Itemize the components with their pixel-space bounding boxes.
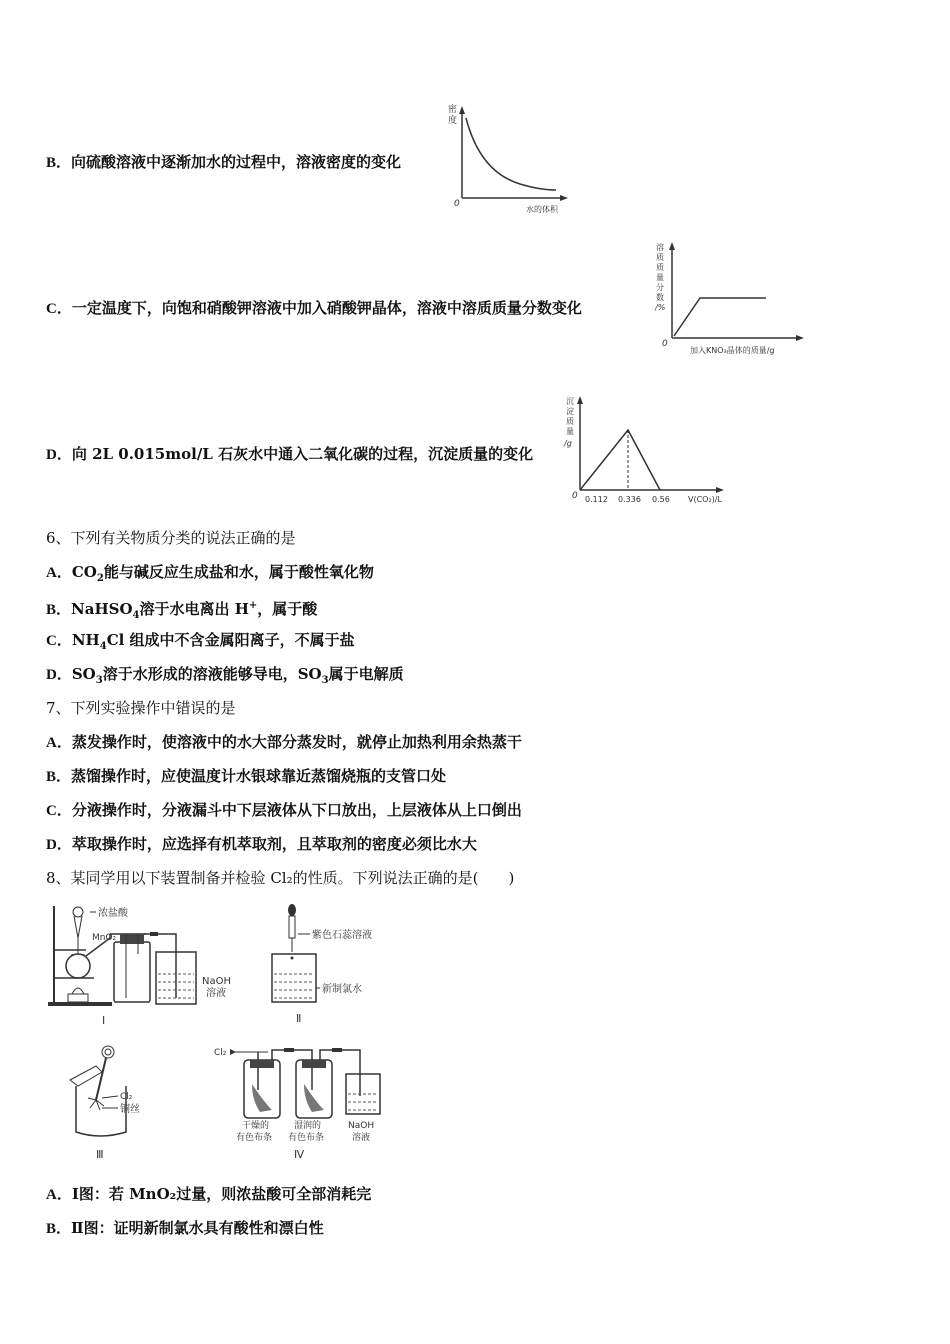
q5-option-d — [46, 444, 533, 465]
litmus-label: 紫色石蕊溶液 — [312, 930, 372, 941]
x-tick-label: 0.336 — [618, 495, 641, 504]
y-axis-label: 质 — [566, 417, 574, 426]
option-text: 属于电解质 — [328, 665, 404, 683]
option-letter: A． — [46, 1187, 72, 1203]
copper-wire-label: 铜丝 — [120, 1104, 140, 1115]
q6-option-c — [46, 630, 355, 657]
option-text: 能与碱反应生成盐和水，属于酸性氧化物 — [103, 563, 374, 581]
chlorine-water-label: 新制氯水 — [322, 984, 362, 995]
y-axis-label: /% — [655, 303, 666, 312]
formula-text: CO — [71, 563, 97, 581]
formula-text: SO — [71, 665, 96, 683]
figure-numeral: Ⅳ — [294, 1148, 305, 1161]
naoh-label: 溶液 — [352, 1133, 371, 1143]
option-text: ，属于酸 — [257, 600, 318, 618]
apparatus-figure-2 — [262, 898, 402, 1028]
option-letter: D． — [46, 447, 72, 463]
cl2-inlet-label: Cl₂ — [214, 1048, 227, 1058]
solute-fraction-chart — [648, 238, 808, 358]
option-text: 向硫酸溶液中逐渐加水的过程中，溶液密度的变化 — [71, 153, 402, 171]
hcl-label: 浓盐酸 — [98, 908, 128, 919]
option-letter: C． — [46, 633, 72, 649]
y-axis-label: 质 — [656, 263, 664, 272]
formula-text: NaHSO — [71, 600, 133, 618]
formula-subscript: 3 — [321, 675, 329, 686]
option-text: 溶于水电离出 H — [139, 600, 249, 618]
formula-subscript: 4 — [99, 641, 107, 652]
option-letter: C． — [46, 803, 72, 819]
option-text: Ⅱ图：证明新制氯水具有酸性和漂白性 — [71, 1219, 324, 1237]
option-letter: B． — [46, 155, 72, 171]
q6-option-b — [46, 596, 317, 626]
y-axis-label: 分 — [656, 283, 664, 292]
dry-cloth-label: 有色布条 — [236, 1133, 273, 1143]
q7-option-b — [46, 766, 446, 787]
q8-option-a — [46, 1184, 371, 1205]
formula-subscript: 3 — [95, 675, 103, 686]
q5-option-c — [46, 298, 582, 319]
option-letter: C． — [46, 301, 72, 317]
naoh-label: NaOH — [202, 976, 231, 987]
apparatus-figure-1 — [46, 898, 246, 1028]
naoh-label: 溶液 — [206, 988, 226, 999]
x-axis-label: 加入KNO₃晶体的质量/g — [690, 346, 775, 355]
wet-cloth-label: 湿润的 — [294, 1121, 322, 1131]
q8-option-b — [46, 1218, 324, 1239]
fraction-line — [674, 298, 766, 336]
origin-label: 0 — [662, 339, 668, 349]
apparatus-figure-4 — [212, 1040, 392, 1165]
wet-cloth-label: 有色布条 — [288, 1133, 325, 1143]
origin-label: 0 — [454, 199, 460, 209]
option-text: 蒸馏操作时，应使温度计水银球靠近蒸馏烧瓶的支管口处 — [71, 767, 447, 785]
precipitate-mass-chart — [560, 392, 730, 508]
option-text: 向 2L 0.015mol/L 石灰水中通入二氧化碳的过程，沉淀质量的变化 — [71, 445, 534, 463]
option-letter: A． — [46, 565, 72, 581]
x-axis-label: 水的体积 — [526, 205, 558, 214]
q8-stem: 8、某同学用以下装置制备并检验 Cl₂的性质。下列说法正确的是( ) — [46, 869, 515, 887]
option-text: 蒸发操作时，使溶液中的水大部分蒸发时，就停止加热利用余热蒸干 — [71, 733, 522, 751]
apparatus-figure-3 — [60, 1040, 170, 1165]
formula-superscript: + — [248, 600, 258, 611]
option-text: 萃取操作时，应选择有机萃取剂，且萃取剂的密度必须比水大 — [71, 835, 477, 853]
option-letter: A． — [46, 735, 72, 751]
option-text: 溶于水形成的溶液能够导电，SO — [102, 665, 322, 683]
option-letter: B． — [46, 769, 72, 785]
q6-stem: 6、下列有关物质分类的说法正确的是 — [46, 529, 296, 547]
y-axis-label: 量 — [656, 273, 664, 282]
option-letter: B． — [46, 602, 72, 618]
density-curve — [466, 118, 556, 190]
formula-text: NH — [71, 631, 100, 649]
formula-subscript: 2 — [96, 573, 104, 584]
option-letter: B． — [46, 1221, 72, 1237]
density-vs-water-chart — [440, 100, 570, 218]
option-text: 分液操作时，分液漏斗中下层液体从下口放出，上层液体从上口倒出 — [71, 801, 522, 819]
x-tick-label: 0.56 — [652, 495, 670, 504]
dry-cloth-label: 干燥的 — [242, 1121, 270, 1131]
option-text: Cl 组成中不含金属阳离子，不属于盐 — [106, 631, 355, 649]
option-letter: D． — [46, 667, 72, 683]
q7-option-c — [46, 800, 522, 821]
y-axis-label: 密 — [448, 105, 458, 115]
q7-option-a — [46, 732, 522, 753]
q7-stem: 7、下列实验操作中错误的是 — [46, 699, 236, 717]
mno2-label: MnO₂ — [92, 933, 117, 943]
figure-numeral: Ⅰ — [102, 1014, 106, 1027]
y-axis-label: 质 — [656, 253, 664, 262]
q6-option-a — [46, 562, 374, 589]
option-letter: D． — [46, 837, 72, 853]
option-text: Ⅰ图：若 MnO₂过量，则浓盐酸可全部消耗完 — [71, 1185, 372, 1203]
option-text: 一定温度下，向饱和硝酸钾溶液中加入硝酸钾晶体，溶液中溶质质量分数变化 — [71, 299, 582, 317]
x-axis-label: V(CO₂)/L — [688, 495, 722, 504]
q6-option-d — [46, 664, 404, 691]
figure-numeral: Ⅱ — [296, 1012, 302, 1025]
x-tick-label: 0.112 — [585, 495, 608, 504]
naoh-label: NaOH — [348, 1121, 375, 1131]
cl2-label: Cl₂ — [120, 1092, 133, 1102]
q5-option-b — [46, 152, 401, 173]
y-axis-label: 沉 — [566, 397, 574, 406]
q7-option-d — [46, 834, 477, 855]
y-axis-label: 数 — [656, 293, 664, 302]
y-axis-label: /g — [564, 439, 572, 448]
figure-numeral: Ⅲ — [96, 1148, 104, 1161]
y-axis-label: 淀 — [566, 407, 574, 416]
y-axis-label: 量 — [566, 427, 574, 436]
y-axis-label: 度 — [448, 116, 458, 126]
formula-subscript: 4 — [132, 610, 140, 621]
y-axis-label: 溶 — [656, 243, 664, 252]
precipitate-line — [580, 430, 660, 490]
origin-label: 0 — [572, 491, 578, 501]
